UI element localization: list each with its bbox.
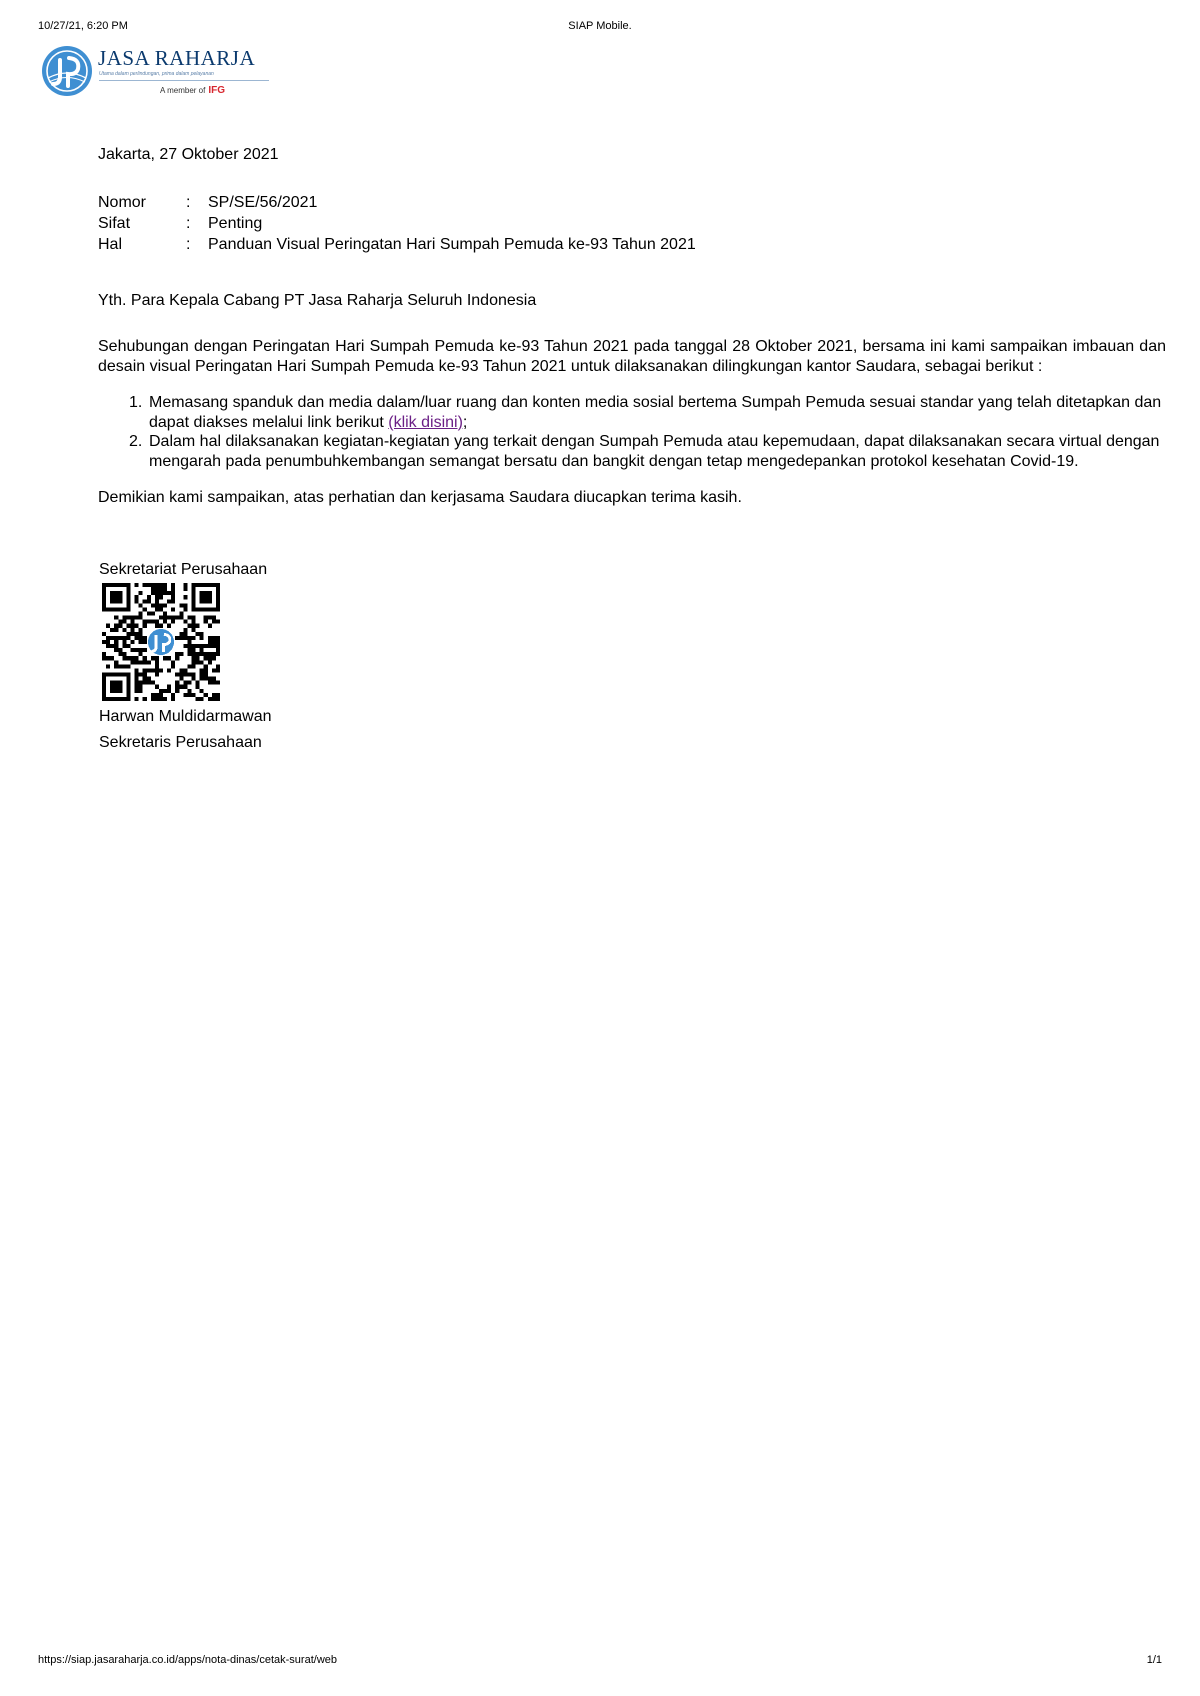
logo-ifg-text: IFG — [208, 85, 226, 96]
logo-tagline: Utama dalam perlindungan, prima dalam pelayanan — [99, 71, 214, 77]
list-item — [129, 432, 1166, 471]
signer-name: Harwan Muldidarmawan — [99, 708, 272, 725]
signature-unit: Sekretariat Perusahaan — [99, 560, 268, 578]
logo-divider — [99, 80, 269, 81]
meta-key: Nomor — [98, 193, 147, 211]
print-url: https://siap.jasaraharja.co.id/apps/nota-dinas/cetak-surat/web — [38, 1654, 337, 1666]
print-footer — [38, 1654, 1162, 1670]
list-item-number: 1. — [129, 394, 143, 411]
list-item-text: Dalam hal dilaksanakan kegiatan-kegiatan yang terkait dengan Sumpah Pemuda atau kepemudaan, dapat dilaksanakan secara virtual dengan mengarah pada penumbuhkembangan semangat bersatu dan bangkit dengan tetap mengedepankan protokol kesehatan Covid-19. — [149, 433, 1160, 470]
klik-disini-link[interactable]: (klik disini) — [388, 413, 463, 431]
meta-colon: : — [186, 214, 191, 232]
letter-meta-table — [98, 192, 696, 255]
jasa-raharja-emblem-icon — [40, 44, 94, 98]
logo-member-line — [160, 85, 225, 96]
print-header — [38, 20, 1162, 36]
meta-value: SP/SE/56/2021 — [208, 193, 318, 211]
meta-row-nomor — [98, 192, 696, 213]
print-page-number: 1/1 — [1146, 1654, 1162, 1666]
company-logo — [40, 40, 256, 102]
meta-row-sifat — [98, 213, 696, 234]
letter-body — [98, 145, 1166, 752]
letter-addressee: Yth. Para Kepala Cabang PT Jasa Raharja Seluruh Indonesia — [98, 291, 537, 309]
meta-row-hal — [98, 234, 696, 255]
print-title: SIAP Mobile. — [568, 20, 632, 32]
meta-colon: : — [186, 235, 191, 253]
signer-title: Sekretaris Perusahaan — [99, 733, 262, 751]
letter-closing: Demikian kami sampaikan, atas perhatian dan kerjasama Saudara diucapkan terima kasih. — [98, 489, 742, 506]
meta-key: Hal — [98, 235, 123, 253]
list-item — [129, 393, 1166, 432]
letter-points-list — [129, 393, 1166, 471]
list-item-number: 2. — [129, 433, 143, 450]
signature-block — [98, 560, 1166, 753]
qr-code-icon — [102, 583, 220, 701]
list-item-suffix: ; — [462, 413, 468, 431]
meta-value: Penting — [208, 214, 263, 232]
meta-key: Sifat — [98, 214, 131, 232]
logo-brand-text: JASA RAHARJA — [98, 46, 256, 70]
letter-intro-paragraph: Sehubungan dengan Peringatan Hari Sumpah Pemuda ke-93 Tahun 2021 pada tanggal 28 Oktober 2021, bersama ini kami sampaikan imbauan dan desain visual Peringatan Hari Sumpah Pemuda ke-93 Tahun 2021 untuk dilaksanakan dilingkungan kantor Saudara, sebagai berikut : — [98, 338, 1166, 375]
letter-place-date: Jakarta, 27 Oktober 2021 — [98, 146, 279, 163]
logo-member-prefix: A member of — [160, 86, 206, 95]
print-datetime: 10/27/21, 6:20 PM — [38, 20, 128, 32]
list-item-text: Memasang spanduk dan media dalam/luar ruang dan konten media sosial bertema Sumpah Pemuda sesuai standar yang telah ditetapkan dan dapat diakses melalui link berikut — [149, 394, 1162, 431]
meta-colon: : — [186, 193, 191, 211]
meta-value: Panduan Visual Peringatan Hari Sumpah Pemuda ke-93 Tahun 2021 — [208, 235, 696, 253]
